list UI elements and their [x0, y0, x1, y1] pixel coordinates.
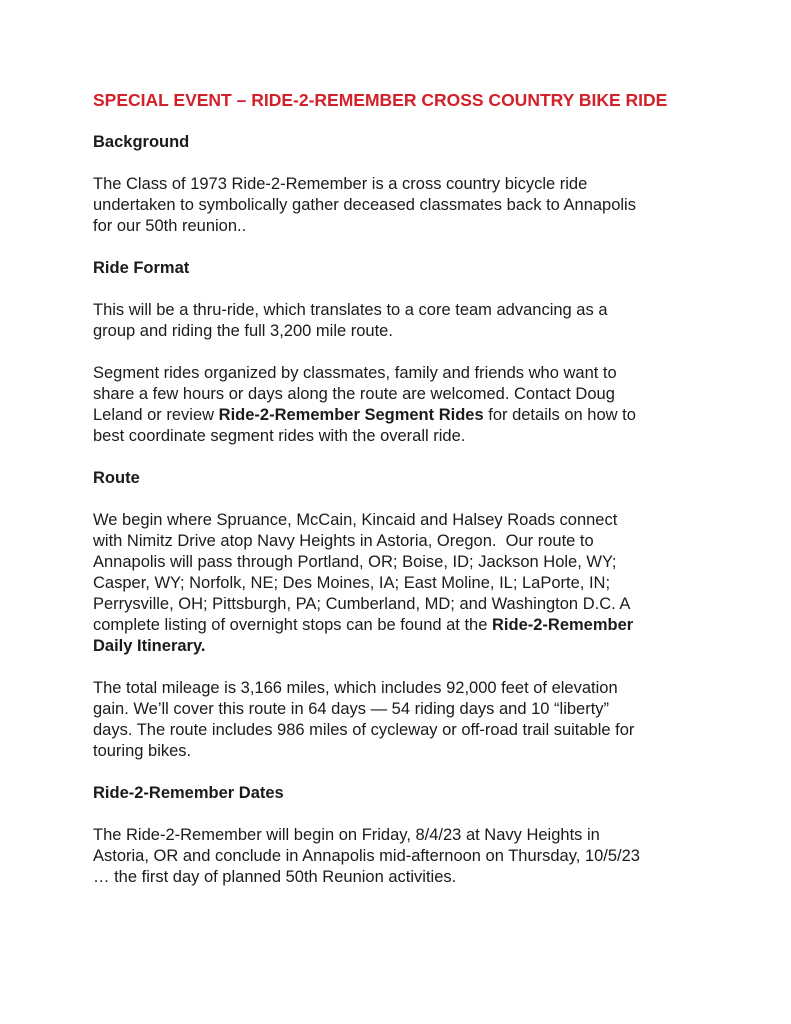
text-line: [93, 636, 701, 657]
text-line: [93, 720, 701, 741]
text-run: group and riding the full 3,200 mile route.: [93, 322, 393, 340]
text-line: [93, 678, 701, 699]
paragraph: [93, 300, 701, 342]
section-heading: [93, 783, 701, 804]
section-heading: [93, 468, 701, 489]
text-line: [93, 216, 701, 237]
text-line: [93, 384, 701, 405]
text-run: Astoria, OR and conclude in Annapolis mid-afternoon on Thursday, 10/5/23: [93, 847, 640, 865]
text-line: [93, 468, 701, 489]
text-line: [93, 300, 701, 321]
paragraph: [93, 825, 701, 888]
bold-text-run: SPECIAL EVENT – RIDE-2-REMEMBER CROSS COUNTRY BIKE RIDE: [93, 90, 668, 110]
text-line: [93, 405, 701, 426]
text-run: undertaken to symbolically gather deceased classmates back to Annapolis: [93, 196, 636, 214]
text-line: [93, 867, 701, 888]
text-line: [93, 174, 701, 195]
text-run: The Ride-2-Remember will begin on Friday, 8/4/23 at Navy Heights in: [93, 826, 600, 844]
bold-text-run: Ride-2-Remember: [492, 616, 634, 634]
paragraph: [93, 174, 701, 237]
text-line: [93, 741, 701, 762]
text-run: Casper, WY; Norfolk, NE; Des Moines, IA; East Moline, IL; LaPorte, IN;: [93, 574, 611, 592]
text-run: … the first day of planned 50th Reunion activities.: [93, 868, 457, 886]
paragraph: [93, 510, 701, 657]
document-title: [93, 90, 701, 111]
text-run: gain. We’ll cover this route in 64 days — 54 riding days and 10 “liberty”: [93, 700, 610, 718]
text-line: [93, 426, 701, 447]
text-run: for details on how to: [483, 406, 636, 424]
document-body: [93, 90, 701, 888]
paragraph: [93, 363, 701, 447]
text-line: [93, 573, 701, 594]
bold-text-run: Route: [93, 469, 140, 487]
bold-text-run: Daily Itinerary.: [93, 637, 206, 655]
text-run: The total mileage is 3,166 miles, which includes 92,000 feet of elevation: [93, 679, 618, 697]
text-run: share a few hours or days along the route are welcomed. Contact Doug: [93, 385, 615, 403]
text-line: [93, 594, 701, 615]
text-run: We begin where Spruance, McCain, Kincaid and Halsey Roads connect: [93, 511, 618, 529]
text-run: days. The route includes 986 miles of cycleway or off-road trail suitable for: [93, 721, 635, 739]
bold-text-run: Background: [93, 133, 190, 151]
bold-text-run: Ride-2-Remember Segment Rides: [218, 406, 484, 424]
text-line: [93, 363, 701, 384]
text-line: [93, 552, 701, 573]
text-run: Annapolis will pass through Portland, OR; Boise, ID; Jackson Hole, WY;: [93, 553, 617, 571]
text-run: touring bikes.: [93, 742, 192, 760]
text-run: The Class of 1973 Ride-2-Remember is a cross country bicycle ride: [93, 175, 588, 193]
text-line: [93, 531, 701, 552]
text-line: [93, 846, 701, 867]
text-line: [93, 825, 701, 846]
text-line: [93, 90, 701, 111]
text-run: Segment rides organized by classmates, family and friends who want to: [93, 364, 617, 382]
text-line: [93, 321, 701, 342]
text-run: Perrysville, OH; Pittsburgh, PA; Cumberland, MD; and Washington D.C. A: [93, 595, 631, 613]
paragraph: [93, 678, 701, 762]
section-heading: [93, 258, 701, 279]
text-run: best coordinate segment rides with the overall ride.: [93, 427, 466, 445]
text-line: [93, 132, 701, 153]
text-run: for our 50th reunion..: [93, 217, 247, 235]
text-line: [93, 615, 701, 636]
text-run: complete listing of overnight stops can be found at the: [93, 616, 492, 634]
text-line: [93, 510, 701, 531]
text-line: [93, 258, 701, 279]
bold-text-run: Ride Format: [93, 259, 190, 277]
text-line: [93, 699, 701, 720]
text-line: [93, 195, 701, 216]
text-line: [93, 783, 701, 804]
text-run: This will be a thru-ride, which translates to a core team advancing as a: [93, 301, 608, 319]
text-run: with Nimitz Drive atop Navy Heights in Astoria, Oregon. Our route to: [93, 532, 594, 550]
section-heading: [93, 132, 701, 153]
bold-text-run: Ride-2-Remember Dates: [93, 784, 284, 802]
text-run: Leland or review: [93, 406, 219, 424]
